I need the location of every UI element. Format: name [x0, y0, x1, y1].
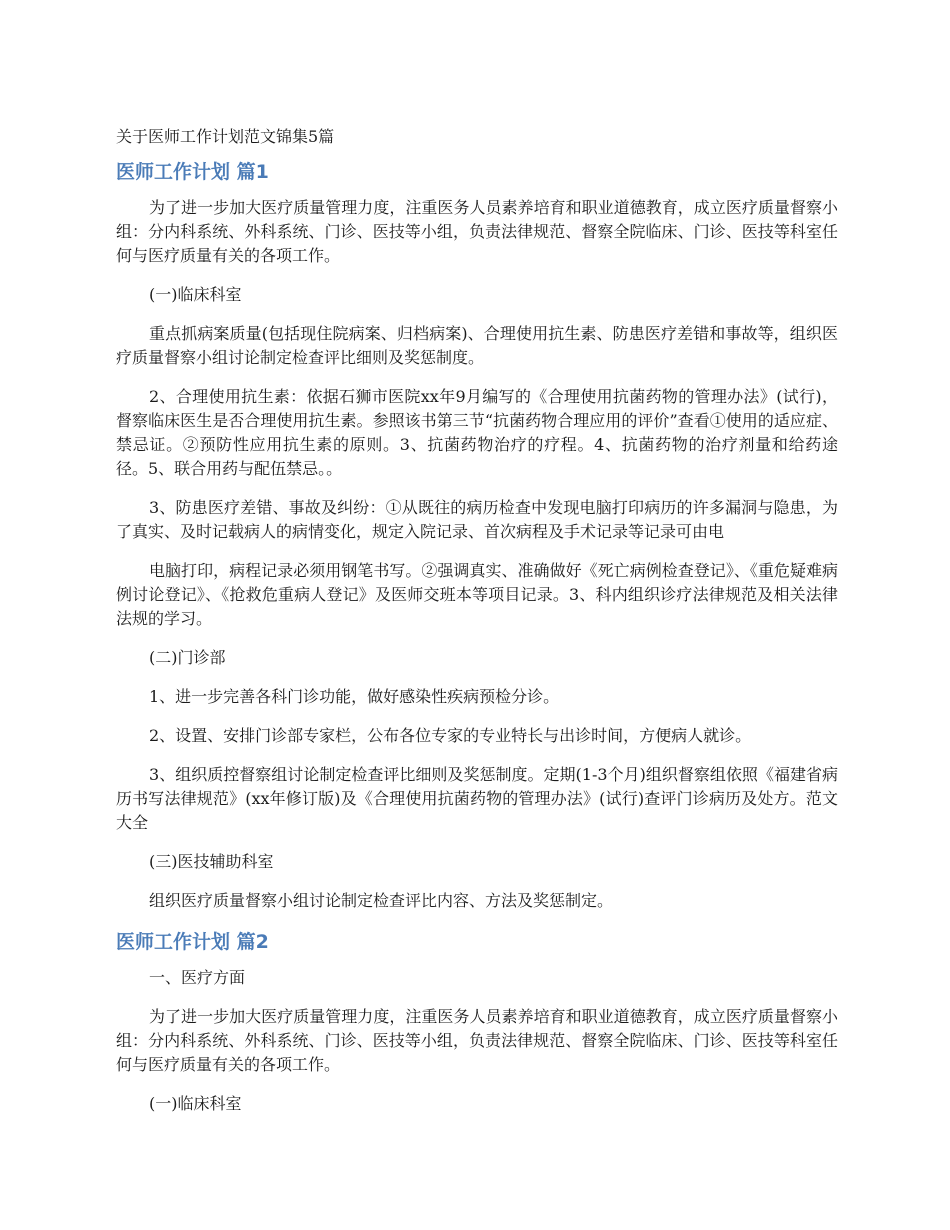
paragraph: (一)临床科室	[149, 1094, 242, 1113]
paragraph: (三)医技辅助科室	[149, 852, 274, 871]
document-title: 关于医师工作计划范文锦集5篇	[116, 127, 335, 146]
paragraph: 3、组织质控督察组讨论制定检查评比细则及奖惩制度。定期(1-3个月)组织督察组依照《福建省病历书写法律规范》(xx年修订版)及《合理使用抗菌药物的管理办法》(试行)查评门诊病历及处方。范文大全	[116, 765, 838, 832]
paragraph: 组织医疗质量督察小组讨论制定检查评比内容、方法及奖惩制定。	[149, 891, 614, 910]
paragraph: 为了进一步加大医疗质量管理力度，注重医务人员素养培育和职业道德教育，成立医疗质量督察小组：分内科系统、外科系统、门诊、医技等小组，负责法律规范、督察全院临床、门诊、医技等科室任何与医疗质量有关的各项工作。	[116, 1007, 838, 1074]
paragraph: 重点抓病案质量(包括现住院病案、归档病案)、合理使用抗生素、防患医疗差错和事故等，组织医疗质量督察小组讨论制定检查评比细则及奖惩制度。	[116, 324, 838, 367]
section-1	[116, 158, 838, 913]
paragraph: 为了进一步加大医疗质量管理力度，注重医务人员素养培育和职业道德教育，成立医疗质量督察小组：分内科系统、外科系统、门诊、医技等小组，负责法律规范、督察全院临床、门诊、医技等科室任何与医疗质量有关的各项工作。	[116, 198, 838, 265]
paragraph: 2、合理使用抗生素：依据石狮市医院xx年9月编写的《合理使用抗菌药物的管理办法》(试行)，督察临床医生是否合理使用抗生素。参照该书第三节“抗菌药物合理应用的评价”查看①使用的适应症、禁忌证。②预防性应用抗生素的原则。3、抗菌药物治疗的疗程。4、抗菌药物的治疗剂量和给药途径。5、联合用药与配伍禁忌。。	[116, 387, 838, 478]
paragraph: (一)临床科室	[149, 285, 242, 304]
paragraph: (二)门诊部	[149, 648, 226, 667]
paragraph: 3、防患医疗差错、事故及纠纷：①从既往的病历检查中发现电脑打印病历的许多漏洞与隐患，为了真实、及时记载病人的病情变化，规定入院记录、首次病程及手术记录等记录可由电	[116, 498, 838, 541]
section-heading: 医师工作计划 篇1	[116, 161, 269, 183]
paragraph: 电脑打印，病程记录必须用钢笔书写。②强调真实、准确做好《死亡病例检查登记》、《重危疑难病例讨论登记》、《抢救危重病人登记》及医师交班本等项目记录。3、科内组织诊疗法律规范及相关法律法规的学习。	[116, 561, 838, 628]
section-heading: 医师工作计划 篇2	[116, 931, 269, 953]
paragraph: 2、设置、安排门诊部专家栏，公布各位专家的专业特长与出诊时间，方便病人就诊。	[149, 726, 752, 745]
paragraph: 1、进一步完善各科门诊功能，做好感染性疾病预检分诊。	[149, 687, 560, 706]
section-2	[116, 928, 838, 1116]
paragraph: 一、医疗方面	[149, 968, 246, 987]
